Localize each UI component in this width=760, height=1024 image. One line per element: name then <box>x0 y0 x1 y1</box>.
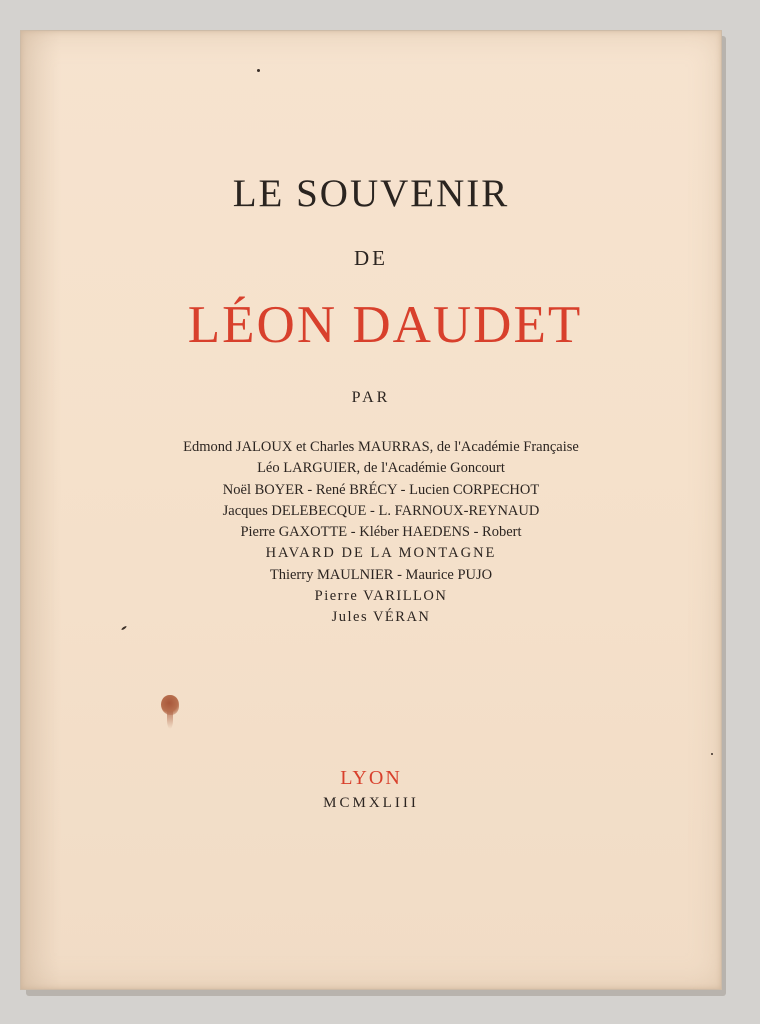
book-cover <box>20 30 722 990</box>
author-line: HAVARD DE LA MONTAGNE <box>265 545 497 562</box>
byline-label: PAR <box>351 389 391 406</box>
author-line: Edmond JALOUX et Charles MAURRAS, de l'Académie Française <box>183 439 579 455</box>
author-line: Pierre GAXOTTE - Kléber HAEDENS - Robert <box>240 524 522 541</box>
author-line: Thierry MAULNIER - Maurice PUJO <box>269 566 493 583</box>
title-line-1: LE SOUVENIR <box>232 172 510 215</box>
publication-city: LYON <box>340 767 402 789</box>
speck-mark <box>257 69 260 72</box>
title-line-2: DE <box>354 246 388 270</box>
author-line: Jacques DELEBECQUE - L. FARNOUX-REYNAUD <box>222 502 540 519</box>
author-line: Noël BOYER - René BRÉCY - Lucien CORPECHOT <box>222 481 540 498</box>
author-list <box>31 437 731 629</box>
speck-mark <box>711 753 713 755</box>
title-line-3: LÉON DAUDET <box>187 296 583 354</box>
author-line: Pierre VARILLON <box>314 588 448 605</box>
author-line: Léo LARGUIER, de l'Académie Goncourt <box>257 460 505 477</box>
publication-year: MCMXLIII <box>323 795 419 811</box>
author-line: Jules VÉRAN <box>331 609 431 626</box>
stain-mark-tail <box>167 711 173 729</box>
